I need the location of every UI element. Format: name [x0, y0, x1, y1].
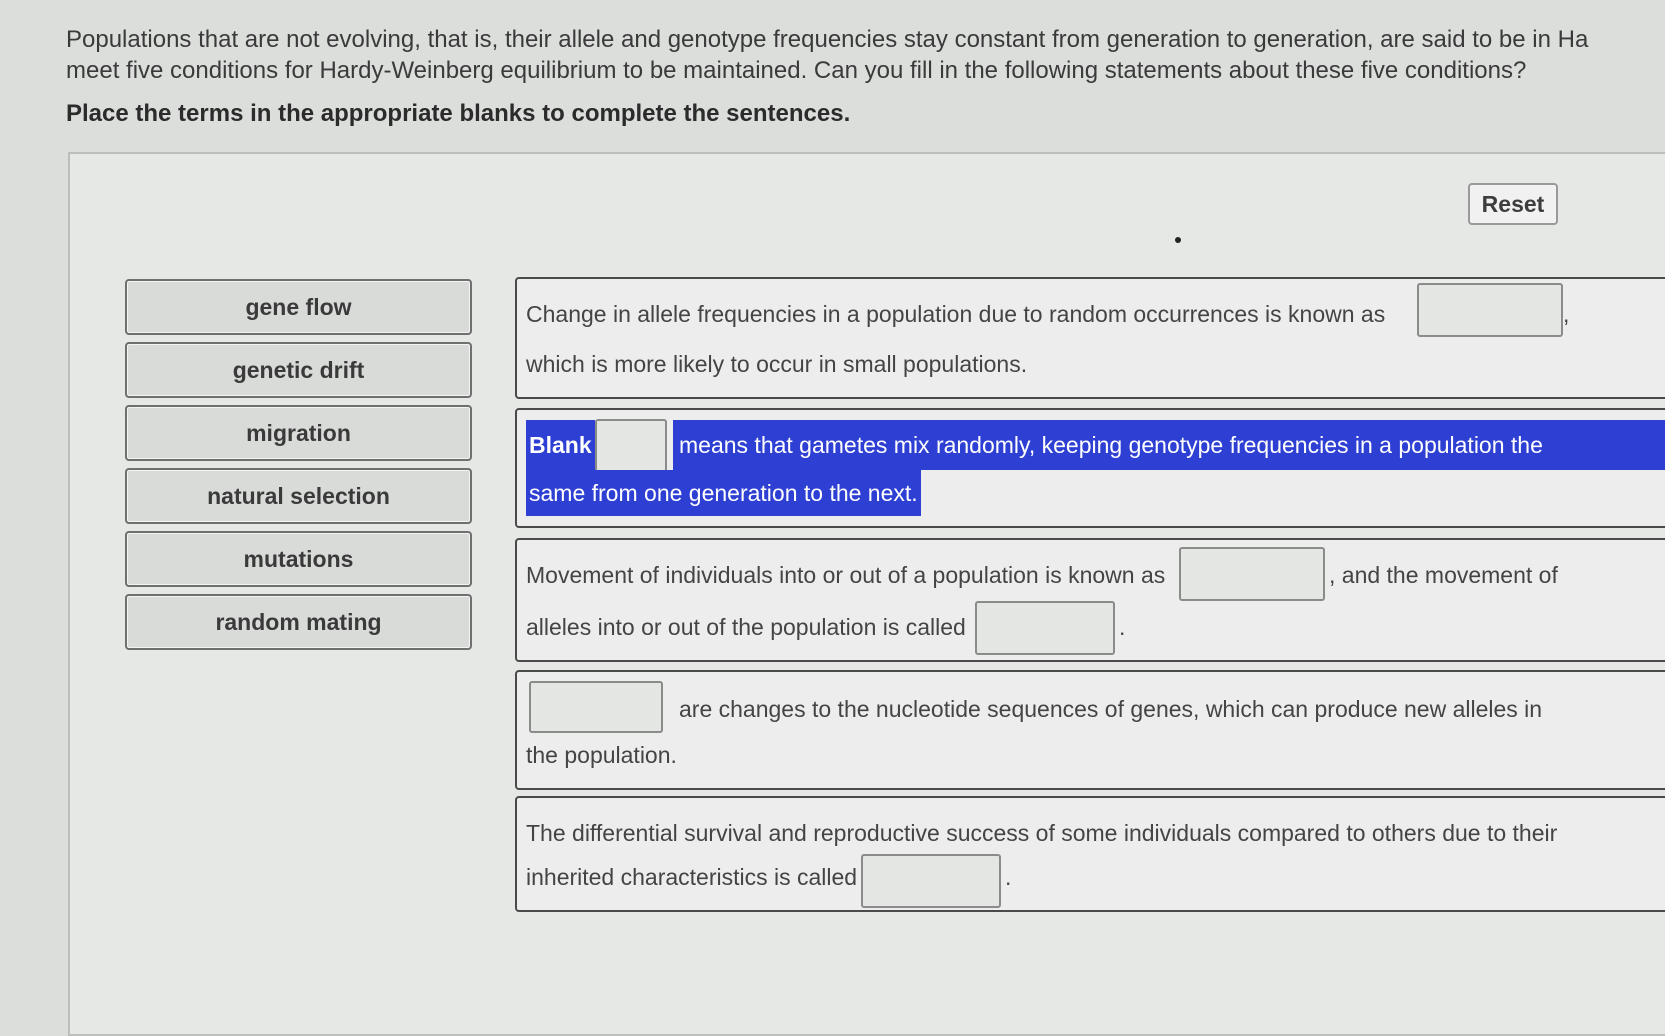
reset-button[interactable]: Reset	[1468, 183, 1558, 225]
statement-2-line-1: means that gametes mix randomly, keeping genotype frequencies in a population the	[673, 420, 1665, 470]
statement-4-line-2: the population.	[526, 742, 677, 768]
statement-1	[515, 277, 1665, 399]
statement-2	[515, 408, 1665, 528]
statement-3-blank-2[interactable]	[975, 601, 1115, 655]
statement-3	[515, 538, 1665, 662]
statement-2-line-2: same from one generation to the next.	[526, 470, 921, 516]
statement-2-blank[interactable]	[595, 419, 667, 473]
term-random-mating[interactable]: random mating	[125, 594, 472, 650]
question-intro	[66, 24, 1665, 86]
statement-3-after-blank-1: , and the movement of	[1329, 562, 1558, 588]
statement-5-line-2: inherited characteristics is called	[526, 864, 858, 890]
term-mutations[interactable]: mutations	[125, 531, 472, 587]
statement-5	[515, 796, 1665, 912]
statement-4	[515, 670, 1665, 790]
statement-5-blank[interactable]	[861, 854, 1001, 908]
intro-line-2: meet five conditions for Hardy-Weinberg equilibrium to be maintained. Can you fill in the following statements about these five conditions?	[66, 57, 1527, 84]
term-genetic-drift[interactable]: genetic drift	[125, 342, 472, 398]
term-migration[interactable]: migration	[125, 405, 472, 461]
statement-5-after-blank: .	[1005, 864, 1012, 890]
statement-1-line-2: which is more likely to occur in small populations.	[526, 351, 1028, 377]
statement-2-blank-label: Blank	[526, 420, 595, 470]
statement-3-blank-1[interactable]	[1179, 547, 1325, 601]
intro-line-1: Populations that are not evolving, that is, their allele and genotype frequencies stay constant from generation to generation, are said to be in Ha	[66, 26, 1589, 53]
term-natural-selection[interactable]: natural selection	[125, 468, 472, 524]
statement-1-after-blank: ,	[1563, 301, 1570, 327]
statement-4-blank[interactable]	[529, 681, 663, 733]
instruction-text: Place the terms in the appropriate blanks to complete the sentences.	[66, 100, 851, 127]
cursor-dot	[1175, 237, 1181, 243]
statement-3-line-2: alleles into or out of the population is called	[526, 614, 966, 640]
statement-1-line-1: Change in allele frequencies in a population due to random occurrences is known as	[526, 301, 1386, 327]
statement-3-line-1: Movement of individuals into or out of a population is known as	[526, 562, 1166, 588]
term-gene-flow[interactable]: gene flow	[125, 279, 472, 335]
statement-5-line-1: The differential survival and reproductive success of some individuals compared to others due to their	[526, 820, 1558, 846]
statement-3-after-blank-2: .	[1119, 614, 1126, 640]
statement-4-line-1: are changes to the nucleotide sequences of genes, which can produce new alleles in	[679, 696, 1543, 722]
statement-1-blank[interactable]	[1417, 283, 1563, 337]
